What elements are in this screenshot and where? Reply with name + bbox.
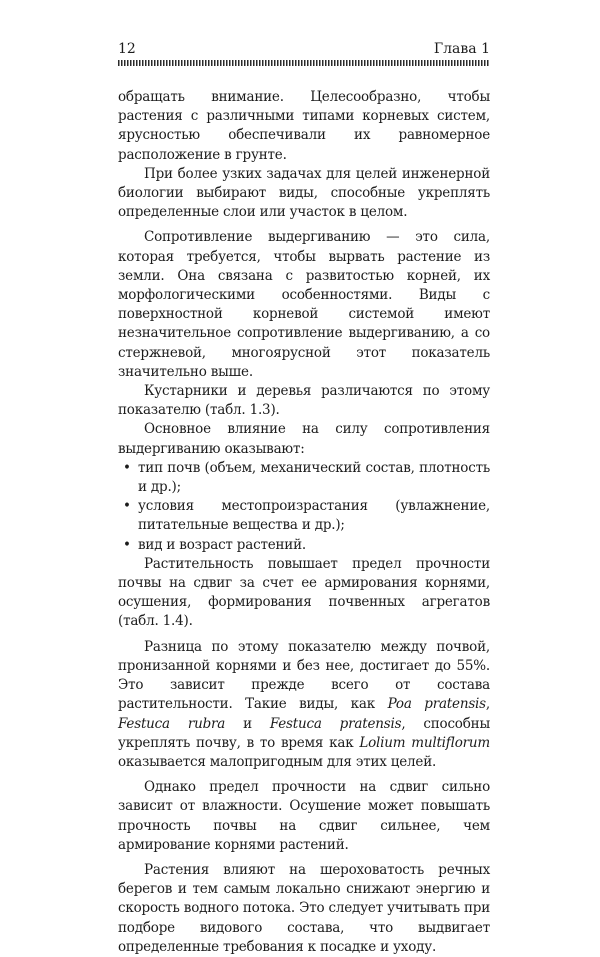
bullet-icon: • [123, 459, 131, 476]
paragraph: Основное влияние на силу сопротивления выдергиванию оказывают: [118, 421, 490, 457]
paragraph: Кустарники и деревья различаются по этому показателю (табл. 1.3). [118, 383, 490, 419]
paragraph: Сопротивление выдергиванию — это сила, которая требуется, чтобы вырвать растение из земли. Она связана с развитостью корней, их морфологическими особенностями. Виды с поверхностной корневой системой имеют незначительное сопротивление выдергиванию, а со стержневой, многоярусной этот показатель значительно выше. [118, 229, 490, 380]
bullet-text: вид и возраст растений. [138, 536, 306, 553]
page-number: 12 [118, 41, 136, 57]
bullet-text: условия местопроизрастания (увлажнение, питательные вещества и др.); [138, 498, 490, 534]
species-name: Festuca rubra [118, 715, 226, 732]
bullet-item [118, 459, 490, 497]
species-name: Lolium multiflorum [359, 734, 490, 751]
bullet-item [118, 497, 490, 535]
paragraph-continuation: обращать внимание. Целесообразно, чтобы растения с различными типами корневых систем, ярусностью обеспечивали их равномерное расположение в грунте. [118, 89, 490, 163]
text-run: , способны укреплять почву, в то время как [118, 715, 491, 751]
page-body [118, 88, 490, 957]
text-run: и [225, 715, 270, 732]
paragraph: Растительность повышает предел прочности почвы на сдвиг за счет ее армирования корнями, осушения, формирования почвенных агрегатов (табл. 1.4). [118, 555, 490, 630]
paragraph: Растения влияют на шероховатость речных берегов и тем самым локально снижают энергию и скорость водного потока. Это следует учитывать при подборе видового состава, что выдвигает определенные требования к посадке и уходу. [118, 861, 490, 955]
text-run: Разница по этому показателю между почвой, пронизанной корнями и без нее, достигает до 55%. Это зависит прежде всего от состава растительности. Такие виды, как [118, 638, 490, 713]
paragraph [118, 638, 490, 772]
text-run: оказывается малопригодным для этих целей. [118, 753, 437, 770]
bullet-icon: • [123, 536, 131, 553]
paragraph: Однако предел прочности на сдвиг сильно зависит от влажности. Осушение может повышать прочность почвы на сдвиг сильнее, чем армирование корнями растений. [118, 779, 490, 853]
header-rule [118, 60, 490, 66]
bullet-text: тип почв (объем, механический состав, плотность и др.); [138, 459, 490, 496]
species-name: Festuca pratensis [269, 715, 402, 732]
chapter-label: Глава 1 [433, 41, 490, 57]
bullet-list [118, 459, 490, 555]
page-header [118, 40, 490, 64]
text-run: , [485, 696, 490, 713]
species-name: Poa pratensis [387, 696, 486, 713]
bullet-icon: • [123, 498, 131, 515]
paragraph: При более узких задачах для целей инженерной биологии выбирают виды, способные укреплять определенные слои или участок в целом. [118, 165, 490, 221]
bullet-item [118, 536, 490, 555]
